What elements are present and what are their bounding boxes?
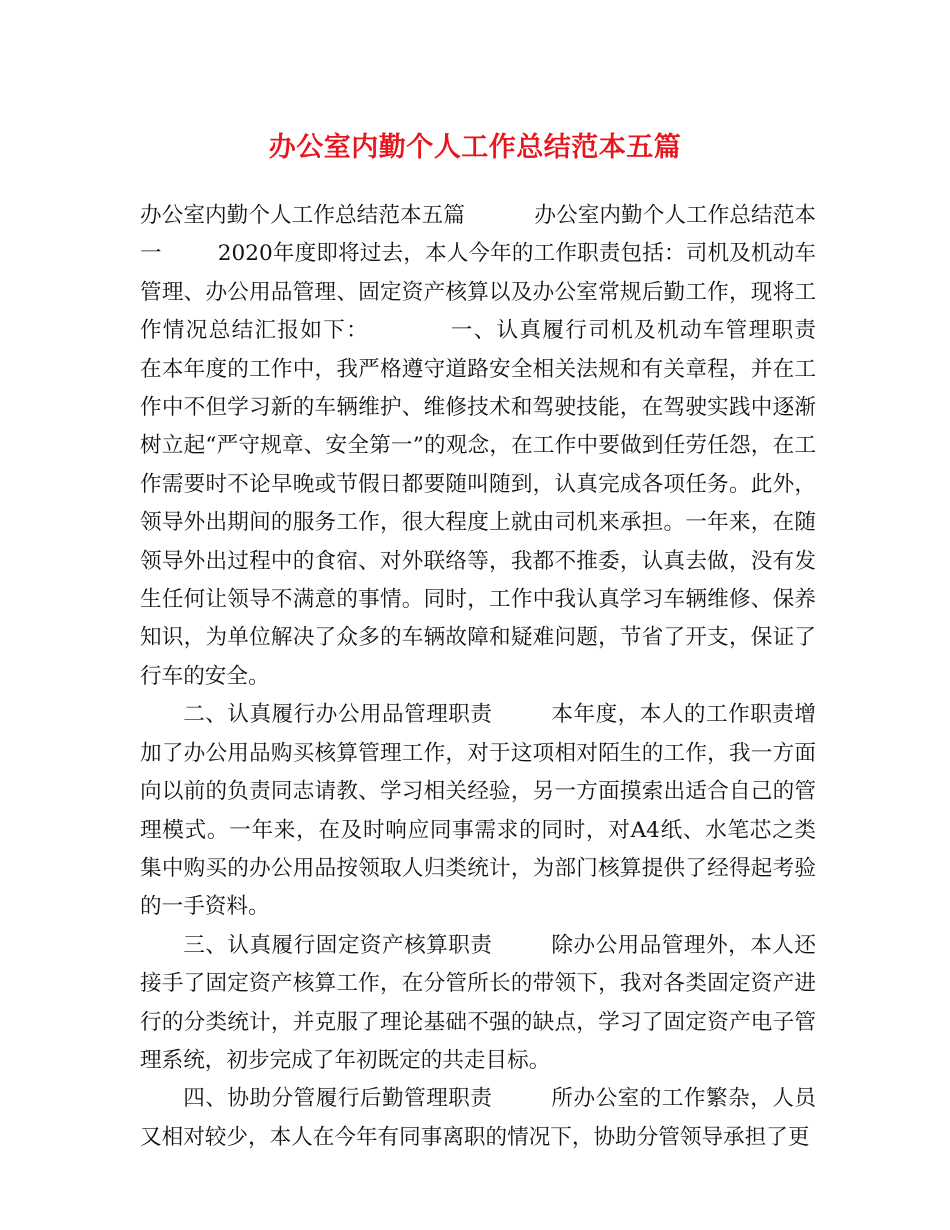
- paragraph-fixed-assets: 三、认真履行固定资产核算职责 除办公用品管理外，本人还接手了固定资产核算工作，在分管所长的带领下，我对各类固定资产进行的分类统计，并克服了理论基础不强的缺点，学习了固定资产电子管理系统，初步完成了年初既定的共走目标。: [140, 932, 816, 1073]
- paragraph-intro: 办公室内勤个人工作总结范本五篇 办公室内勤个人工作总结范本一 2020年度即将过去，本人今年的工作职责包括：司机及机动车管理、办公用品管理、固定资产核算以及办公室常规后勤工作，现将工作情况总结汇报如下： 一、认真履行司机及机动车管理职责 在本年度的工作中，我严格遵守道路安全相关法规和有关章程，并在工作中不但学习新的车辆维护、维修技术和驾驶技能，在驾驶实践中逐渐树立起“严守规章、安全第一”的观念，在工作中要做到任劳任怨，在工作需要时不论早晚或节假日都要随叫随到，认真完成各项任务。此外，领导外出期间的服务工作，很大程度上就由司机来承担。一年来，在随领导外出过程中的食宿、对外联络等，我都不推委，认真去做，没有发生任何让领导不满意的事情。同时，工作中我认真学习车辆维修、保养知识，为单位解决了众多的车辆故障和疑难问题，节省了开支，保证了行车的安全。: [140, 203, 871, 689]
- page-title: 办公室内勤个人工作总结范本五篇: [268, 132, 682, 163]
- paragraph-logistics: 四、协助分管履行后勤管理职责 所办公室的工作繁杂，人员又相对较少，本人在今年有同事离职的情况下，协助分管领导承担了更: [140, 1086, 816, 1150]
- document-body: [140, 197, 871, 1157]
- paragraph-office-supplies: 二、认真履行办公用品管理职责 本年度，本人的工作职责增加了办公用品购买核算管理工作，对于这项相对陌生的工作，我一方面向以前的负责同志请教、学习相关经验，另一方面摸索出适合自己的管理模式。一年来，在及时响应同事需求的同时，对A4纸、水笔芯之类集中购买的办公用品按领取人归类统计，为部门核算提供了经得起考验的一手资料。: [140, 702, 816, 920]
